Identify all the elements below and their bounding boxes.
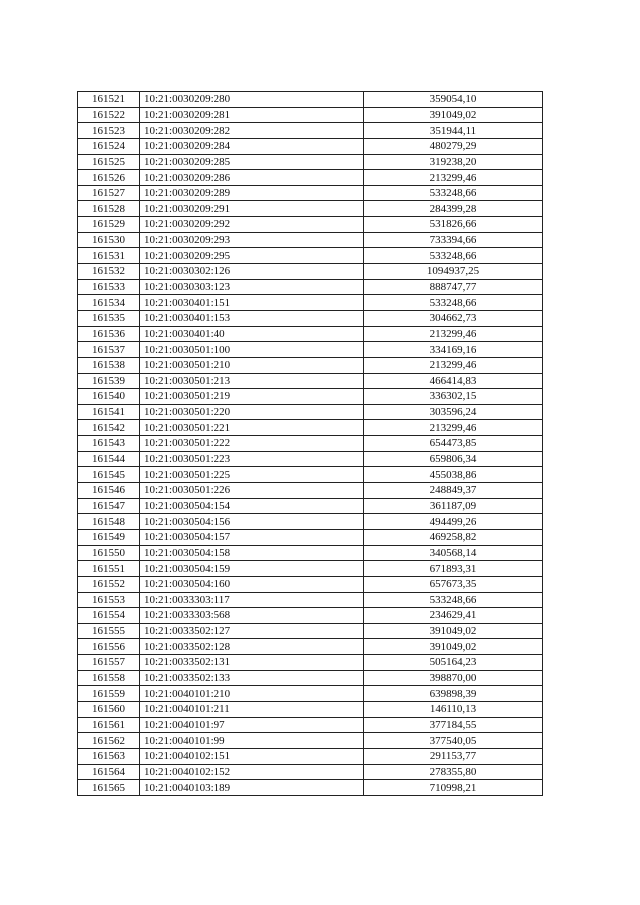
- table-body: [78, 92, 543, 796]
- cadastral-number-cell: 10:21:0033502:133: [140, 670, 364, 686]
- table-row: [78, 686, 543, 702]
- table-row: [78, 107, 543, 123]
- row-number-cell: 161550: [78, 545, 140, 561]
- row-number-cell: 161529: [78, 217, 140, 233]
- table-row: [78, 185, 543, 201]
- table-row: [78, 170, 543, 186]
- cadastral-value-cell: 213299,46: [364, 357, 543, 373]
- table-row: [78, 357, 543, 373]
- cadastral-number-cell: 10:21:0030303:123: [140, 279, 364, 295]
- row-number-cell: 161558: [78, 670, 140, 686]
- table-row: [78, 201, 543, 217]
- table-row: [78, 576, 543, 592]
- cadastral-number-cell: 10:21:0040103:189: [140, 780, 364, 796]
- cadastral-value-cell: 291153,77: [364, 748, 543, 764]
- cadastral-number-cell: 10:21:0030209:289: [140, 185, 364, 201]
- row-number-cell: 161537: [78, 342, 140, 358]
- cadastral-value-cell: 469258,82: [364, 529, 543, 545]
- row-number-cell: 161554: [78, 608, 140, 624]
- table-row: [78, 514, 543, 530]
- table-row: [78, 279, 543, 295]
- table-row: [78, 451, 543, 467]
- cadastral-value-cell: 391049,02: [364, 623, 543, 639]
- row-number-cell: 161522: [78, 107, 140, 123]
- row-number-cell: 161564: [78, 764, 140, 780]
- cadastral-value-cell: 733394,66: [364, 232, 543, 248]
- row-number-cell: 161530: [78, 232, 140, 248]
- row-number-cell: 161534: [78, 295, 140, 311]
- cadastral-value-cell: 466414,83: [364, 373, 543, 389]
- row-number-cell: 161560: [78, 701, 140, 717]
- cadastral-value-cell: 480279,29: [364, 138, 543, 154]
- cadastral-value-cell: 671893,31: [364, 561, 543, 577]
- cadastral-number-cell: 10:21:0040102:151: [140, 748, 364, 764]
- cadastral-value-cell: 213299,46: [364, 170, 543, 186]
- cadastral-value-table: [77, 91, 543, 796]
- table-row: [78, 764, 543, 780]
- cadastral-value-cell: 657673,35: [364, 576, 543, 592]
- row-number-cell: 161552: [78, 576, 140, 592]
- cadastral-value-cell: 377184,55: [364, 717, 543, 733]
- cadastral-value-cell: 505164,23: [364, 655, 543, 671]
- cadastral-number-cell: 10:21:0030501:100: [140, 342, 364, 358]
- table-row: [78, 701, 543, 717]
- table-row: [78, 748, 543, 764]
- cadastral-number-cell: 10:21:0030504:156: [140, 514, 364, 530]
- cadastral-value-cell: 659806,34: [364, 451, 543, 467]
- cadastral-number-cell: 10:21:0030501:225: [140, 467, 364, 483]
- cadastral-number-cell: 10:21:0040101:211: [140, 701, 364, 717]
- cadastral-value-cell: 340568,14: [364, 545, 543, 561]
- row-number-cell: 161533: [78, 279, 140, 295]
- row-number-cell: 161548: [78, 514, 140, 530]
- cadastral-value-cell: 361187,09: [364, 498, 543, 514]
- cadastral-value-cell: 391049,02: [364, 107, 543, 123]
- table-row: [78, 545, 543, 561]
- row-number-cell: 161562: [78, 733, 140, 749]
- row-number-cell: 161523: [78, 123, 140, 139]
- cadastral-value-cell: 533248,66: [364, 185, 543, 201]
- row-number-cell: 161524: [78, 138, 140, 154]
- cadastral-value-cell: 398870,00: [364, 670, 543, 686]
- cadastral-value-cell: 146110,13: [364, 701, 543, 717]
- cadastral-number-cell: 10:21:0040101:99: [140, 733, 364, 749]
- table-row: [78, 420, 543, 436]
- cadastral-value-cell: 278355,80: [364, 764, 543, 780]
- table-row: [78, 623, 543, 639]
- cadastral-number-cell: 10:21:0030209:292: [140, 217, 364, 233]
- cadastral-number-cell: 10:21:0030209:284: [140, 138, 364, 154]
- table-row: [78, 342, 543, 358]
- row-number-cell: 161532: [78, 264, 140, 280]
- row-number-cell: 161547: [78, 498, 140, 514]
- row-number-cell: 161546: [78, 483, 140, 499]
- table-row: [78, 295, 543, 311]
- row-number-cell: 161561: [78, 717, 140, 733]
- table-row: [78, 780, 543, 796]
- cadastral-number-cell: 10:21:0033303:568: [140, 608, 364, 624]
- cadastral-number-cell: 10:21:0030501:213: [140, 373, 364, 389]
- cadastral-number-cell: 10:21:0030501:221: [140, 420, 364, 436]
- cadastral-number-cell: 10:21:0040102:152: [140, 764, 364, 780]
- table-row: [78, 92, 543, 108]
- row-number-cell: 161551: [78, 561, 140, 577]
- table-row: [78, 217, 543, 233]
- table-row: [78, 561, 543, 577]
- table-row: [78, 389, 543, 405]
- row-number-cell: 161559: [78, 686, 140, 702]
- cadastral-value-cell: 531826,66: [364, 217, 543, 233]
- cadastral-number-cell: 10:21:0030209:285: [140, 154, 364, 170]
- cadastral-number-cell: 10:21:0030401:40: [140, 326, 364, 342]
- cadastral-value-cell: 533248,66: [364, 592, 543, 608]
- cadastral-number-cell: 10:21:0030501:219: [140, 389, 364, 405]
- cadastral-value-cell: 336302,15: [364, 389, 543, 405]
- cadastral-number-cell: 10:21:0030501:210: [140, 357, 364, 373]
- row-number-cell: 161539: [78, 373, 140, 389]
- cadastral-value-cell: 351944,11: [364, 123, 543, 139]
- cadastral-value-cell: 213299,46: [364, 326, 543, 342]
- cadastral-value-cell: 377540,05: [364, 733, 543, 749]
- table-row: [78, 404, 543, 420]
- table-row: [78, 483, 543, 499]
- cadastral-number-cell: 10:21:0030209:291: [140, 201, 364, 217]
- cadastral-number-cell: 10:21:0040101:210: [140, 686, 364, 702]
- table-row: [78, 248, 543, 264]
- cadastral-number-cell: 10:21:0033502:127: [140, 623, 364, 639]
- cadastral-number-cell: 10:21:0030209:280: [140, 92, 364, 108]
- table-row: [78, 592, 543, 608]
- cadastral-number-cell: 10:21:0040101:97: [140, 717, 364, 733]
- row-number-cell: 161544: [78, 451, 140, 467]
- table-row: [78, 123, 543, 139]
- cadastral-number-cell: 10:21:0033303:117: [140, 592, 364, 608]
- row-number-cell: 161555: [78, 623, 140, 639]
- cadastral-value-cell: 303596,24: [364, 404, 543, 420]
- row-number-cell: 161565: [78, 780, 140, 796]
- table-row: [78, 154, 543, 170]
- table-row: [78, 373, 543, 389]
- row-number-cell: 161549: [78, 529, 140, 545]
- cadastral-number-cell: 10:21:0030501:223: [140, 451, 364, 467]
- cadastral-number-cell: 10:21:0030302:126: [140, 264, 364, 280]
- cadastral-number-cell: 10:21:0030209:295: [140, 248, 364, 264]
- cadastral-value-cell: 654473,85: [364, 436, 543, 452]
- row-number-cell: 161528: [78, 201, 140, 217]
- table-row: [78, 717, 543, 733]
- cadastral-number-cell: 10:21:0030501:220: [140, 404, 364, 420]
- row-number-cell: 161538: [78, 357, 140, 373]
- table-row: [78, 232, 543, 248]
- cadastral-value-cell: 710998,21: [364, 780, 543, 796]
- row-number-cell: 161563: [78, 748, 140, 764]
- row-number-cell: 161525: [78, 154, 140, 170]
- table-row: [78, 326, 543, 342]
- row-number-cell: 161542: [78, 420, 140, 436]
- cadastral-value-cell: 533248,66: [364, 248, 543, 264]
- cadastral-value-cell: 1094937,25: [364, 264, 543, 280]
- cadastral-number-cell: 10:21:0030209:282: [140, 123, 364, 139]
- cadastral-number-cell: 10:21:0030209:286: [140, 170, 364, 186]
- table-row: [78, 138, 543, 154]
- table-row: [78, 639, 543, 655]
- cadastral-value-cell: 494499,26: [364, 514, 543, 530]
- row-number-cell: 161536: [78, 326, 140, 342]
- cadastral-number-cell: 10:21:0030501:222: [140, 436, 364, 452]
- cadastral-value-cell: 888747,77: [364, 279, 543, 295]
- table-row: [78, 608, 543, 624]
- cadastral-value-cell: 533248,66: [364, 295, 543, 311]
- cadastral-number-cell: 10:21:0033502:131: [140, 655, 364, 671]
- table-row: [78, 264, 543, 280]
- cadastral-value-cell: 455038,86: [364, 467, 543, 483]
- cadastral-value-cell: 639898,39: [364, 686, 543, 702]
- cadastral-value-cell: 391049,02: [364, 639, 543, 655]
- row-number-cell: 161531: [78, 248, 140, 264]
- cadastral-number-cell: 10:21:0030504:158: [140, 545, 364, 561]
- table-row: [78, 733, 543, 749]
- cadastral-value-cell: 234629,41: [364, 608, 543, 624]
- row-number-cell: 161526: [78, 170, 140, 186]
- cadastral-number-cell: 10:21:0030504:157: [140, 529, 364, 545]
- table-row: [78, 529, 543, 545]
- row-number-cell: 161545: [78, 467, 140, 483]
- row-number-cell: 161541: [78, 404, 140, 420]
- cadastral-number-cell: 10:21:0030504:159: [140, 561, 364, 577]
- table-row: [78, 467, 543, 483]
- cadastral-number-cell: 10:21:0030504:154: [140, 498, 364, 514]
- cadastral-value-cell: 334169,16: [364, 342, 543, 358]
- table-row: [78, 436, 543, 452]
- row-number-cell: 161535: [78, 310, 140, 326]
- cadastral-value-cell: 213299,46: [364, 420, 543, 436]
- cadastral-number-cell: 10:21:0030401:151: [140, 295, 364, 311]
- table-row: [78, 670, 543, 686]
- row-number-cell: 161556: [78, 639, 140, 655]
- table-row: [78, 655, 543, 671]
- cadastral-value-cell: 284399,28: [364, 201, 543, 217]
- cadastral-value-cell: 248849,37: [364, 483, 543, 499]
- cadastral-value-cell: 359054,10: [364, 92, 543, 108]
- cadastral-number-cell: 10:21:0030501:226: [140, 483, 364, 499]
- table-row: [78, 498, 543, 514]
- row-number-cell: 161521: [78, 92, 140, 108]
- row-number-cell: 161553: [78, 592, 140, 608]
- table-row: [78, 310, 543, 326]
- row-number-cell: 161540: [78, 389, 140, 405]
- cadastral-number-cell: 10:21:0033502:128: [140, 639, 364, 655]
- row-number-cell: 161543: [78, 436, 140, 452]
- row-number-cell: 161557: [78, 655, 140, 671]
- row-number-cell: 161527: [78, 185, 140, 201]
- cadastral-value-cell: 304662,73: [364, 310, 543, 326]
- cadastral-number-cell: 10:21:0030504:160: [140, 576, 364, 592]
- cadastral-number-cell: 10:21:0030209:293: [140, 232, 364, 248]
- cadastral-number-cell: 10:21:0030401:153: [140, 310, 364, 326]
- cadastral-value-cell: 319238,20: [364, 154, 543, 170]
- cadastral-number-cell: 10:21:0030209:281: [140, 107, 364, 123]
